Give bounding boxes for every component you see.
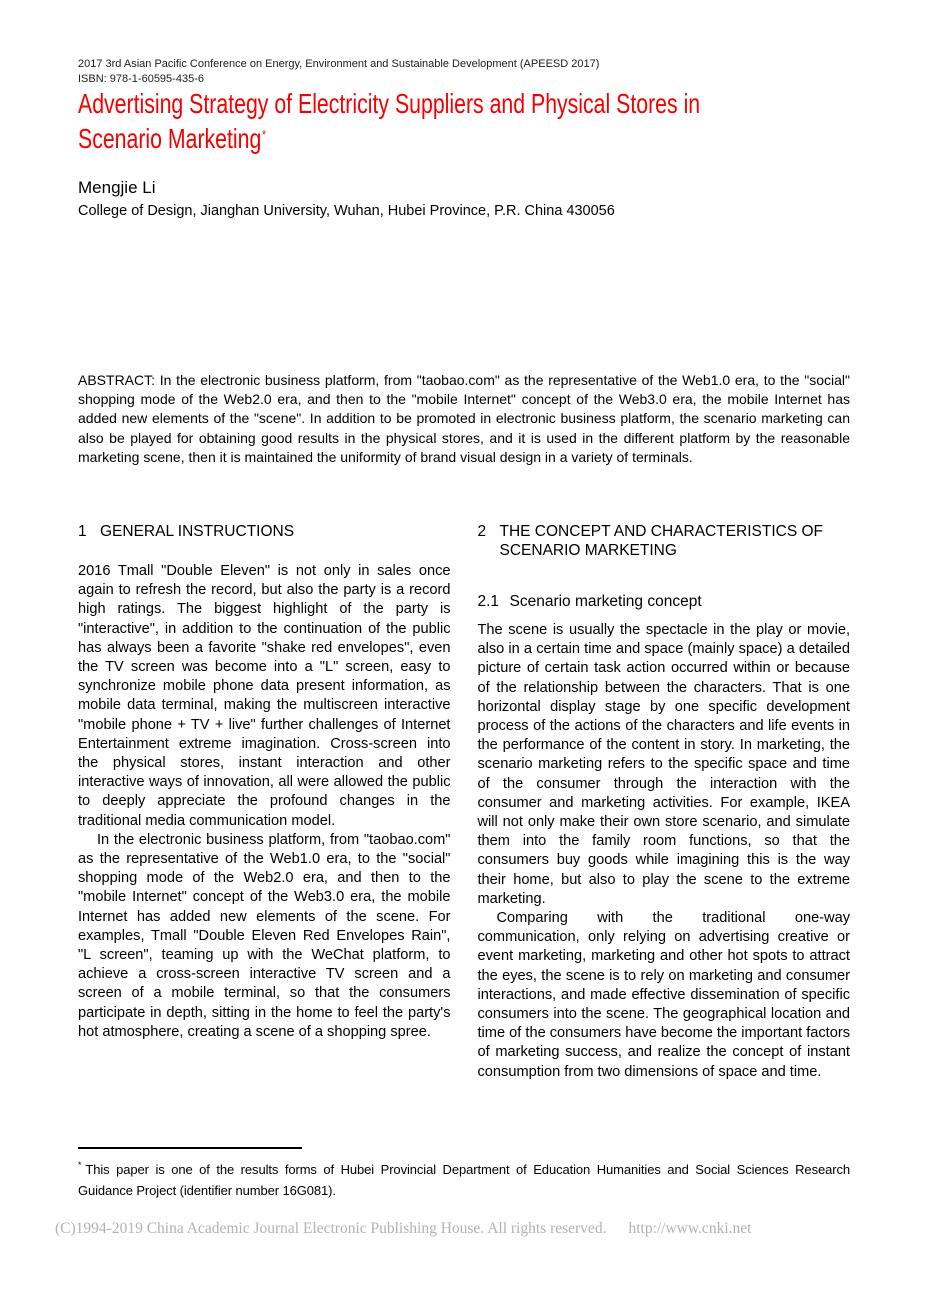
right-column	[478, 522, 851, 1082]
section-2-number: 2	[477, 523, 487, 540]
footnote-marker: *	[78, 1160, 82, 1170]
section-2-1-number: 2.1	[477, 593, 500, 610]
title-footnote-marker: *	[262, 126, 266, 142]
paper-title-line1: Advertising Strategy of Electricity Suppliers and Physical Stores in	[78, 88, 701, 119]
conference-name: 2017 3rd Asian Pacific Conference on Energy, Environment and Sustainable Development (APEESD 2017)	[78, 58, 600, 70]
author-block	[78, 177, 615, 220]
footnote-text: This paper is one of the results forms of Hubei Provincial Department of Education Humanities and Social Sciences Research Guidance Project (identifier number 16G081).	[78, 1162, 850, 1198]
two-column-body	[78, 522, 850, 1082]
section-2-paragraph-1: The scene is usually the spectacle in the play or movie, also in a certain time and space (mainly space) a detailed picture of certain task action occurred within or because of the relationship between the characters. That is one horizontal display stage by one specific development process of the actions of the characters and life events in the performance of the content in story. In marketing, the scenario marketing refers to the specific space and time of the consumer through the interaction with the consumer and marketing activities. For example, IKEA will not only make their own store scenario, and simulate them into the family room functions, so that the consumers buy goods while imagining this is the way their home, but also to play the scene to the extreme marketing.	[477, 622, 850, 907]
copyright-text: (C)1994-2019 China Academic Journal Electronic Publishing House. All rights reserved.	[55, 1220, 607, 1237]
publisher-footer	[55, 1219, 870, 1238]
section-2-heading	[478, 522, 851, 560]
section-2-paragraph-2: Comparing with the traditional one-way communication, only relying on advertising creative or event marketing, marketing and other hot spots to attract the eyes, the scene is to rely on marketing and consumer interactions, and made effective dissemination of specific consumers into the scene. The geographical location and time of the consumers have become the important factors of marketing success, and realize the concept of instant consumption from two dimensions of space and time.	[477, 910, 850, 1080]
paper-title-line2-text: Scenario Marketing	[78, 122, 262, 154]
paper-title-line2	[78, 120, 700, 155]
section-1-paragraph-2: In the electronic business platform, from "taobao.com" as the representative of the Web1.0 era, to the "social" shopping mode of the Web2.0 era, and then to the "mobile Internet" concept of the Web3.0 era, the mobile Internet has added new elements of the scene. For examples, Tmall "Double Eleven Red Envelopes Rain", "L screen", teaming up with the WeChat platform, to achieve a cross-screen interactive TV screen and a screen of a mobile terminal, so that the consumers participate in depth, sitting in the home to feel the party's hot atmosphere, creating a scene of a shopping spree.	[78, 831, 451, 1040]
section-1-title: GENERAL INSTRUCTIONS	[100, 523, 295, 540]
footnote	[78, 1155, 850, 1201]
section-1-number: 1	[78, 523, 87, 540]
section-2-title: THE CONCEPT AND CHARACTERISTICS OF SCENARIO MARKETING	[499, 523, 824, 559]
isbn: ISBN: 978-1-60595-435-6	[78, 72, 204, 85]
cnki-url: http://www.cnki.net	[628, 1220, 752, 1237]
left-column	[78, 522, 451, 1082]
author-affiliation: College of Design, Jianghan University, Wuhan, Hubei Province, P.R. China 430056	[78, 203, 615, 219]
footnote-divider	[78, 1147, 302, 1149]
conference-header	[78, 57, 599, 86]
section-1-heading	[78, 522, 451, 541]
section-1-paragraph-1: 2016 Tmall "Double Eleven" is not only in sales once again to refresh the record, but also the party is a record high ratings. The biggest highlight of the party is "interactive", in addition to the continuation of the public has always been a favorite "shake red envelopes", even the TV screen was become into a "L" screen, easy to synchronize mobile phone data present information, as mobile data terminal, making the multiscreen interactive "mobile phone + TV + live" further challenges of Internet Entertainment extreme imagination. Cross-screen into the physical stores, instant interaction and other interactive ways of innovation, all were allowed the public to deeply appreciate the profound changes in the traditional media communication model.	[78, 563, 451, 829]
section-2-1-title: Scenario marketing concept	[509, 593, 702, 610]
section-2-1-heading	[478, 592, 851, 611]
paper-title	[78, 89, 700, 154]
author-name: Mengjie Li	[78, 178, 156, 197]
abstract-text: ABSTRACT: In the electronic business platform, from "taobao.com" as the representative of the Web1.0 era, to the "social" shopping mode of the Web2.0 era, and then to the "mobile Internet" concept of the Web3.0 era, the mobile Internet has added new elements of the "scene". In addition to be promoted in electronic business platform, the scenario marketing can also be played for obtaining good results in the physical stores, and it is used in the different platform by the reasonable marketing scene, then it is maintained the uniformity of brand visual design in a variety of terminals.	[78, 372, 850, 465]
